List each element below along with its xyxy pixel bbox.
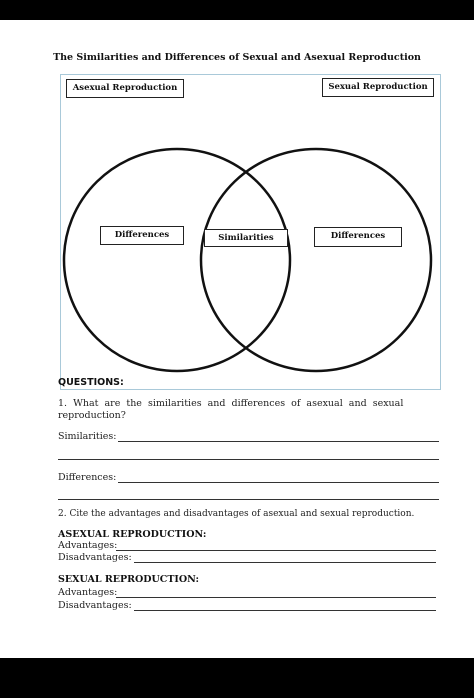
- differences-answer-line[interactable]: [118, 482, 439, 483]
- similarities-box: Similarities: [204, 229, 288, 247]
- differences-answer-label: Differences:: [58, 472, 117, 483]
- asexual-advantages-label: Advantages:: [58, 540, 118, 551]
- left-differences-box: Differences: [100, 226, 184, 245]
- asexual-reproduction-heading: ASEXUAL REPRODUCTION:: [58, 529, 207, 540]
- similarities-answer-label: Similarities:: [58, 431, 117, 442]
- worksheet-page: [0, 20, 474, 658]
- right-circle: [201, 149, 431, 371]
- worksheet-title: The Similarities and Differences of Sexual and Asexual Reproduction: [53, 52, 421, 63]
- asexual-advantages-line[interactable]: [116, 550, 436, 551]
- asexual-disadvantages-line[interactable]: [134, 562, 436, 563]
- sexual-reproduction-label: Sexual Reproduction: [322, 78, 434, 97]
- similarities-answer-line[interactable]: [118, 441, 439, 442]
- asexual-disadvantages-label: Disadvantages:: [58, 552, 132, 563]
- question-1-line-1: 1. What are the similarities and differences of asexual and sexual: [58, 398, 404, 409]
- question-1-line-2: reproduction?: [58, 410, 126, 421]
- differences-answer-line-2[interactable]: [58, 499, 439, 500]
- sexual-reproduction-heading: SEXUAL REPRODUCTION:: [58, 574, 199, 585]
- sexual-disadvantages-line[interactable]: [134, 610, 436, 611]
- sexual-advantages-line[interactable]: [116, 597, 436, 598]
- questions-heading: QUESTIONS:: [58, 377, 124, 388]
- sexual-advantages-label: Advantages:: [58, 587, 118, 598]
- similarities-answer-line-2[interactable]: [58, 459, 439, 460]
- left-circle: [64, 149, 290, 371]
- asexual-reproduction-label: Asexual Reproduction: [66, 79, 184, 98]
- question-2-text: 2. Cite the advantages and disadvantages of asexual and sexual reproduction.: [58, 509, 415, 519]
- sexual-disadvantages-label: Disadvantages:: [58, 600, 132, 611]
- right-differences-box: Differences: [314, 227, 402, 247]
